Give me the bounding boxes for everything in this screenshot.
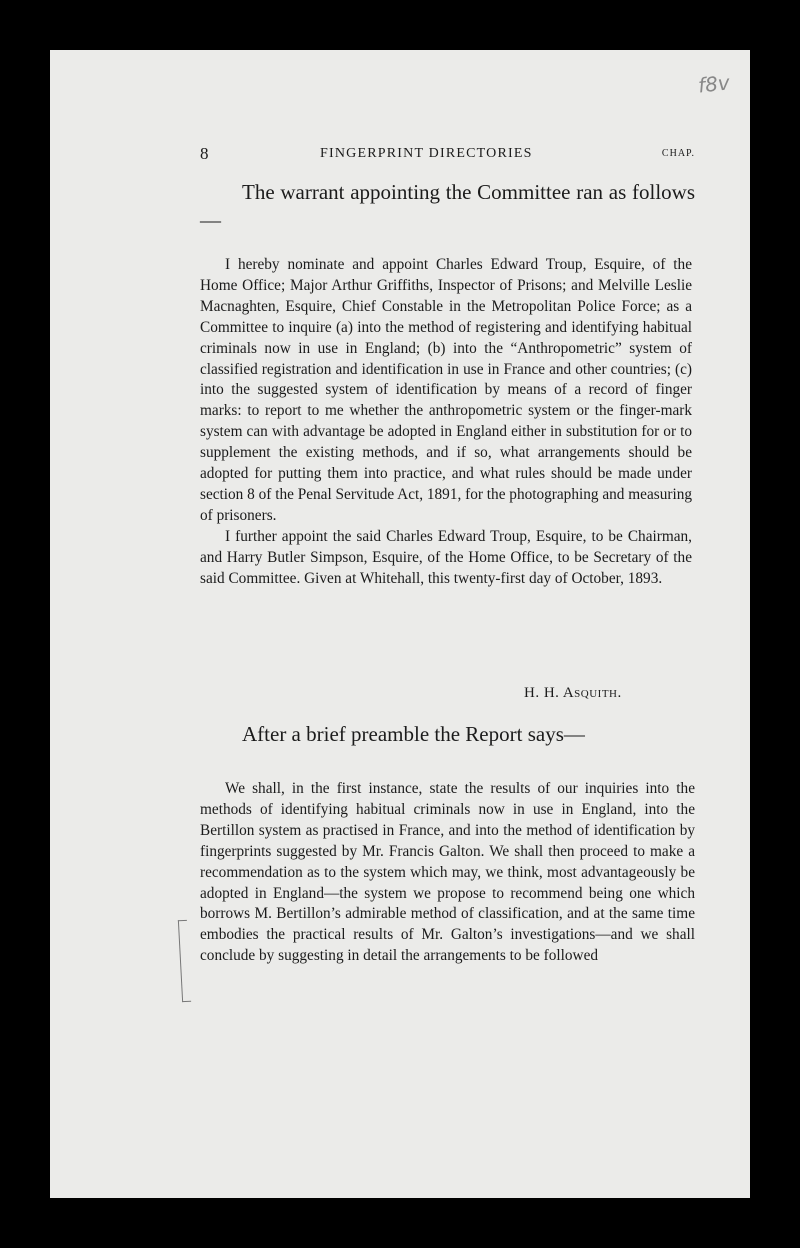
warrant-text — [200, 255, 692, 590]
report-quote: We shall, in the first instance, state the results of our inquiries into the methods of identifying habitual criminals now in use in England, into the Bertillon system as practised in France, and into the method of identification by fingerprints suggested by Mr. Francis Galton. We shall then proceed to make a recommendation as to the system which may, we think, most advantageously be adopted in England—the system we propose to recommend being one which borrows M. Bertillon’s admirable method of classification, and at the same time embodies the practical results of Mr. Galton’s investigations—and we shall conclude by suggesting in detail the arrangements to be followed — [200, 780, 695, 965]
page-number: 8 — [200, 144, 210, 163]
intro-sentence: The warrant appointing the Committee ran as follows— — [200, 180, 695, 232]
signature: H. H. Asquith. — [524, 685, 622, 701]
warrant-paragraph: I further appoint the said Charles Edward Troup, Esquire, to be Chairman, and Harry Butler Simpson, Esquire, of the Home Office, to be Secretary of the said Committee. Given at Whitehall, this twenty-first day of October, 1893. — [200, 527, 692, 587]
running-title: FINGERPRINT DIRECTORIES — [320, 146, 533, 161]
handwritten-folio-note: f8v — [696, 70, 731, 98]
chapter-abbrev: CHAP. — [661, 148, 695, 159]
running-header — [200, 144, 695, 166]
warrant-paragraph: I hereby nominate and appoint Charles Edward Troup, Esquire, of the Home Office; Major Arthur Griffiths, Inspector of Prisons; and Melville Leslie Macnaghten, Esquire, Chief Constable in the Metropolitan Police Force; as a Committee to inquire (a) into the method of registering and identifying habitual criminals now in use in England; (b) into the “Anthropometric” system of classified registration and identification in use in France and other countries; (c) into the suggested system of identification by means of a record of finger marks: to report to me whether the anthropometric system or the finger-mark system can with advantage be adopted in England either in substitution for or to supplement the existing methods, and if so, what arrangements should be adopted for putting them into practice, and what rules should be made under section 8 of the Penal Servitude Act, 1891, for the photographing and measuring of prisoners. — [200, 256, 692, 524]
preamble-intro: After a brief preamble the Report says— — [242, 722, 585, 746]
book-page — [50, 50, 750, 1198]
margin-pencil-mark — [178, 920, 191, 1002]
